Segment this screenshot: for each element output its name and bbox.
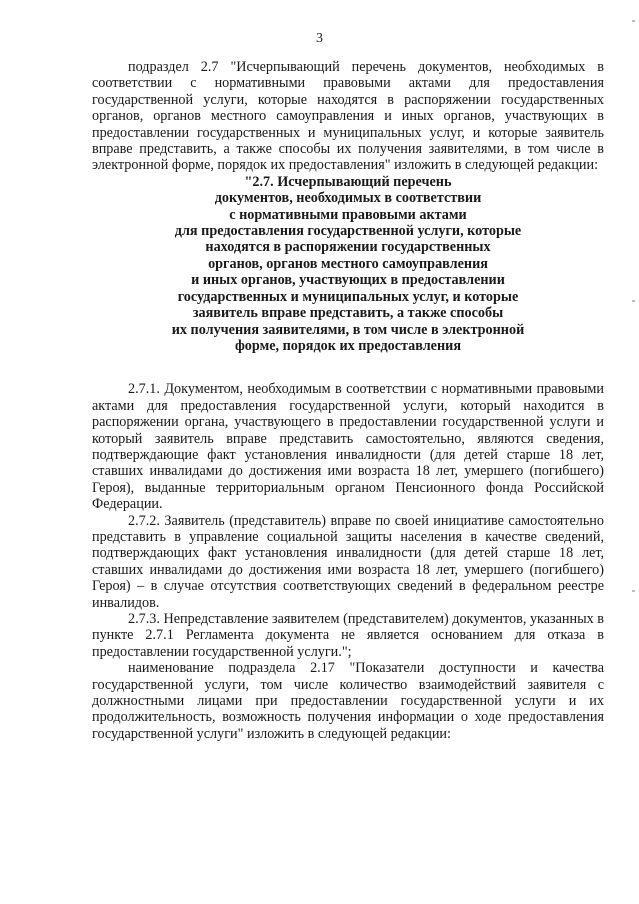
heading-line: "2.7. Исчерпывающий перечень [244, 173, 452, 190]
scan-speck [632, 590, 635, 592]
heading-line: заявитель вправе представить, а также способы [192, 305, 504, 322]
heading-line: форме, порядок их предоставления [234, 337, 462, 354]
heading-line: для предоставления государственной услуги, которые [174, 223, 522, 240]
section-heading [92, 174, 604, 354]
scan-speck [632, 20, 635, 22]
heading-line: органов, органов местного самоуправления [208, 255, 488, 272]
paragraph-2-7-3: 2.7.3. Непредставление заявителем (представителем) документов, указанных в пункте 2.7.1 Регламента документа не является основанием для отказа в предоставлении государственной услуги."; [92, 611, 604, 660]
heading-line: с нормативными правовыми актами [229, 206, 467, 223]
heading-line: находятся в распоряжении государственных [205, 239, 491, 256]
scan-speck [632, 300, 635, 302]
spacer [92, 354, 604, 381]
heading-line: их получения заявителями, в том числе в электронной [171, 321, 525, 338]
paragraph-2-7-2: 2.7.2. Заявитель (представитель) вправе по своей инициативе самостоятельно представить в управление социальной защиты населения в качестве сведений, подтверждающих факт установления инвалидности (для детей старше 18 лет, ставших инвалидами до достижения ими возраста 18 лет, умершего (погибшего) Героя) – в случае отсутствия соответствующих сведений в федеральном реестре инвалидов. [92, 512, 604, 611]
paragraph-2-17-title: наименование подраздела 2.17 "Показатели доступности и качества государственной услуги, том числе количество взаимодействий заявителя с должностными лицами при предоставлении государственной услуги и их продолжительность, возможность получения информации о ходе предоставления государственной услуги" изложить в следующей редакции: [92, 660, 604, 742]
page-number: 3 [316, 31, 323, 46]
paragraph-2-7-1: 2.7.1. Документом, необходимым в соответствии с нормативными правовыми актами для предоставления государственной услуги, который находится в распоряжении органа, участвующего в предоставлении государственной услуги и который заявитель вправе представить самостоятельно, являются сведения, подтверждающие факт установления инвалидности (для детей старше 18 лет, ставших инвалидами до достижения ими возраста 18 лет, умершего (погибшего) Героя), выданные территориальным органом Пенсионного фонда Российской Федерации. [92, 381, 604, 513]
heading-line: и иных органов, участвующих в предоставлении [191, 272, 505, 289]
intro-paragraph: подраздел 2.7 "Исчерпывающий перечень документов, необходимых в соответствии с нормативными правовыми актами для предоставления государственной услуги, которые находятся в распоряжении государственных органов, органов местного самоуправления и иных органов, участвующих в предоставлении государственных и муниципальных услуг, и которые заявитель вправе представить, а также способы их получения заявителями, в том числе в электронной форме, порядок их предоставления" изложить в следующей редакции: [92, 59, 604, 174]
document-body [92, 59, 604, 742]
heading-line: документов, необходимых в соответствии [214, 190, 482, 207]
heading-line: государственных и муниципальных услуг, и которые [177, 288, 519, 305]
